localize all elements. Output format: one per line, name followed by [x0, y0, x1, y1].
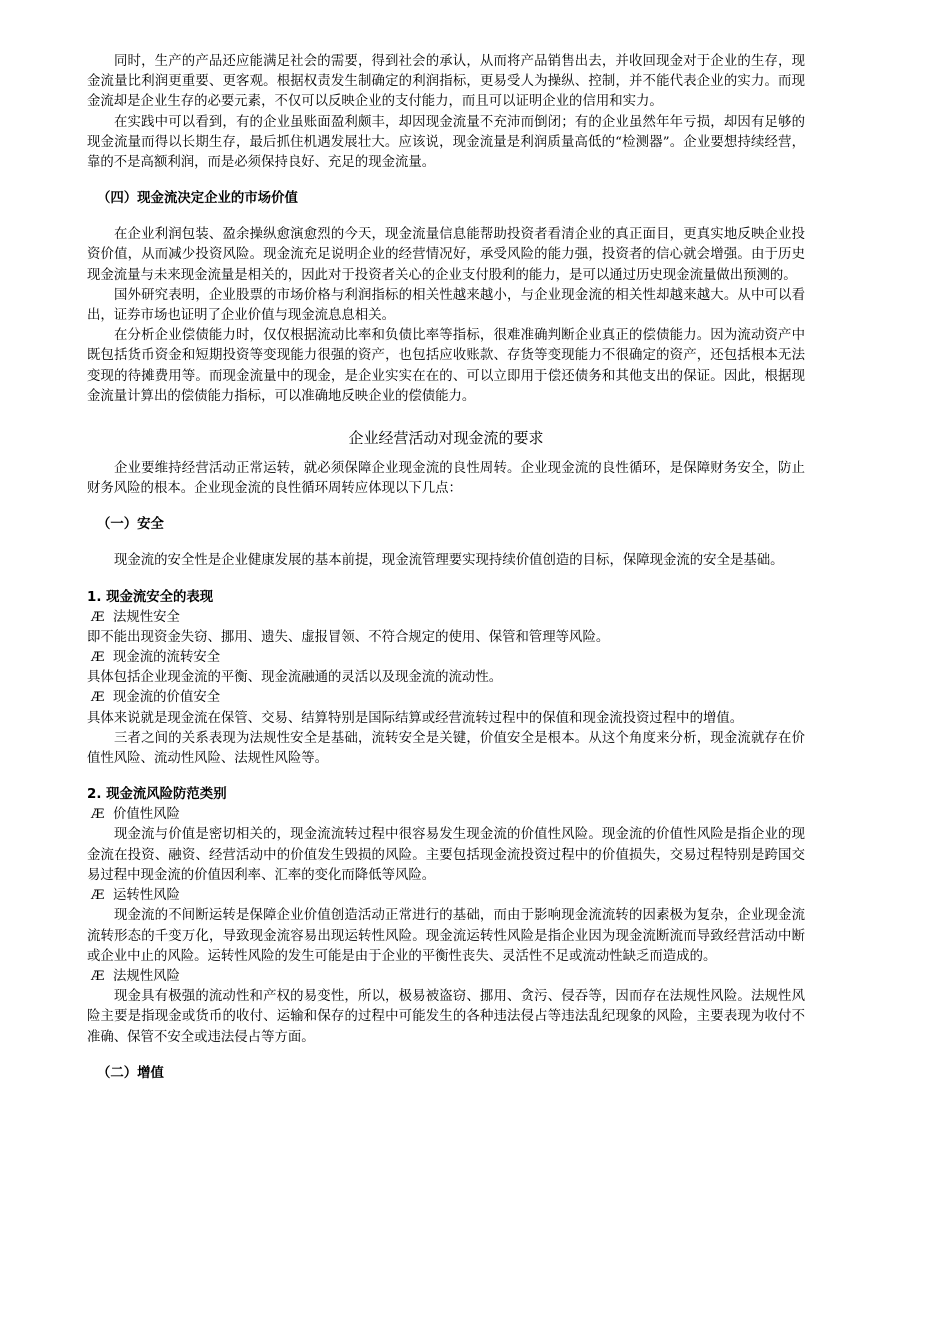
document-page	[87, 52, 805, 1084]
bullet-item	[87, 967, 805, 987]
bullet-mark: Æ	[91, 968, 105, 984]
paragraph: 现金流的安全性是企业健康发展的基本前提，现金流管理要实现持续价值创造的目标，保障现金流的安全是基础。	[114, 553, 784, 569]
chapter-title: 企业经营活动对现金流的要求	[348, 429, 544, 448]
paragraph: 三者之间的关系表现为法规性安全是基础，流转安全是关键，价值安全是根本。从这个角度来分析，现金流就存在价值性风险、流动性风险、法规性风险等。	[87, 730, 805, 767]
paragraph: 国外研究表明，企业股票的市场价格与利润指标的相关性越来越小，与企业现金流的相关性却越来越大。从中可以看出，证券市场也证明了企业价值与现金流息息相关。	[87, 287, 805, 324]
paragraph: 同时，生产的产品还应能满足社会的需要，得到社会的承认，从而将产品销售出去，并收回现金对于企业的生存，现金流量比利润更重要、更客观。根据权责发生制确定的利润指标，更易受人为操纵、控制，并不能代表企业的实力。而现金流却是企业生存的必要元素，不仅可以反映企业的支付能力，而且可以证明企业的信用和实力。	[87, 54, 805, 110]
bullet-item	[87, 886, 805, 906]
bullet-item	[87, 805, 805, 825]
paragraph: 在实践中可以看到，有的企业虽账面盈利颇丰，却因现金流量不充沛而倒闭；有的企业虽然年年亏损，却因有足够的现金流量而得以长期生存，最后抓住机遇发展壮大。应该说，现金流量是利润质量高低的“检测器”。企业要想持续经营，靠的不是高额利润，而是必须保持良好、充足的现金流量。	[87, 114, 805, 171]
bullet-mark: Æ	[91, 807, 105, 823]
bullet-label: 法规性安全	[113, 609, 180, 625]
paragraph: 具体来说就是现金流在保管、交易、结算特别是国际结算或经营流转过程中的保值和现金流投资过程中的增值。	[87, 710, 744, 726]
bullet-mark: Æ	[91, 650, 105, 666]
section-heading-safety: （一）安全	[97, 517, 164, 533]
bullet-label: 运转性风险	[113, 888, 180, 904]
section-heading-value-added: （二）增值	[97, 1065, 164, 1081]
paragraph: 企业要维持经营活动正常运转，就必须保障企业现金流的良性周转。企业现金流的良性循环，是保障财务安全，防止财务风险的根本。企业现金流的良性循环周转应体现以下几点：	[87, 461, 805, 497]
bullet-label: 现金流的流转安全	[113, 650, 221, 666]
bullet-label: 价值性风险	[113, 807, 180, 823]
bullet-mark: Æ	[91, 609, 105, 625]
paragraph: 现金流的不间断运转是保障企业价值创造活动正常进行的基础，而由于影响现金流流转的因素极为复杂，企业现金流流转形态的千变万化，导致现金流容易出现运转性风险。现金流运转性风险是指企业因为现金流断流而导致经营活动中断或企业中止的风险。运转性风险的发生可能是由于企业的平衡性丧失、灵活性不足或流动性缺乏而造成的。	[87, 908, 805, 964]
paragraph: 现金流与价值是密切相关的，现金流流转过程中很容易发生现金流的价值性风险。现金流的价值性风险是指企业的现金流在投资、融资、经营活动中的价值发生毁损的风险。主要包括现金流投资过程中的价值损失，交易过程特别是跨国交易过程中现金流的价值因利率、汇率的变化而降低等风险。	[87, 827, 805, 883]
bullet-item	[87, 608, 805, 628]
bullet-label: 现金流的价值安全	[113, 690, 221, 706]
paragraph: 在企业利润包装、盈余操纵愈演愈烈的今天，现金流量信息能帮助投资者看清企业的真正面目，更真实地反映企业投资价值，从而减少投资风险。现金流充足说明企业的经营情况好，承受风险的能力强，投资者的信心就会增强。由于历史现金流量与未来现金流量是相关的，因此对于投资者关心的企业支付股利的能力，是可以通过历史现金流量做出预测的。	[87, 227, 805, 283]
section-heading-market-value: （四）现金流决定企业的市场价值	[97, 191, 298, 207]
bullet-label: 法规性风险	[113, 968, 180, 984]
paragraph: 具体包括企业现金流的平衡、现金流融通的灵活以及现金流的流动性。	[87, 670, 503, 686]
bullet-mark: Æ	[91, 888, 105, 904]
bullet-item	[87, 688, 805, 708]
bullet-mark: Æ	[91, 690, 105, 706]
paragraph: 在分析企业偿债能力时，仅仅根据流动比率和负债比率等指标，很难准确判断企业真正的偿债能力。因为流动资产中既包括货币资金和短期投资等变现能力很强的资产，也包括应收账款、存货等变现能力不很确定的资产，还包括根本无法变现的待摊费用等。而现金流量中的现金，是企业实实在在的、可以立即用于偿还债务和其他支出的保证。因此，根据现金流量计算出的偿债能力指标，可以准确地反映企业的偿债能力。	[87, 328, 805, 404]
paragraph: 即不能出现资金失窃、挪用、遗失、虚报冒领、不符合规定的使用、保管和管理等风险。	[87, 629, 610, 645]
bullet-item	[87, 648, 805, 668]
paragraph: 现金具有极强的流动性和产权的易变性，所以，极易被盗窃、挪用、贪污、侵吞等，因而存在法规性风险。法规性风险主要是指现金或货币的收付、运输和保存的过程中可能发生的各种违法侵占等违法乱纪现象的风险，主要表现为收付不准确、保管不安全或违法侵占等方面。	[87, 989, 805, 1045]
subheading-risk-types: 2. 现金流风险防范类别	[87, 787, 227, 803]
subheading-safety-forms: 1. 现金流安全的表现	[87, 589, 214, 605]
